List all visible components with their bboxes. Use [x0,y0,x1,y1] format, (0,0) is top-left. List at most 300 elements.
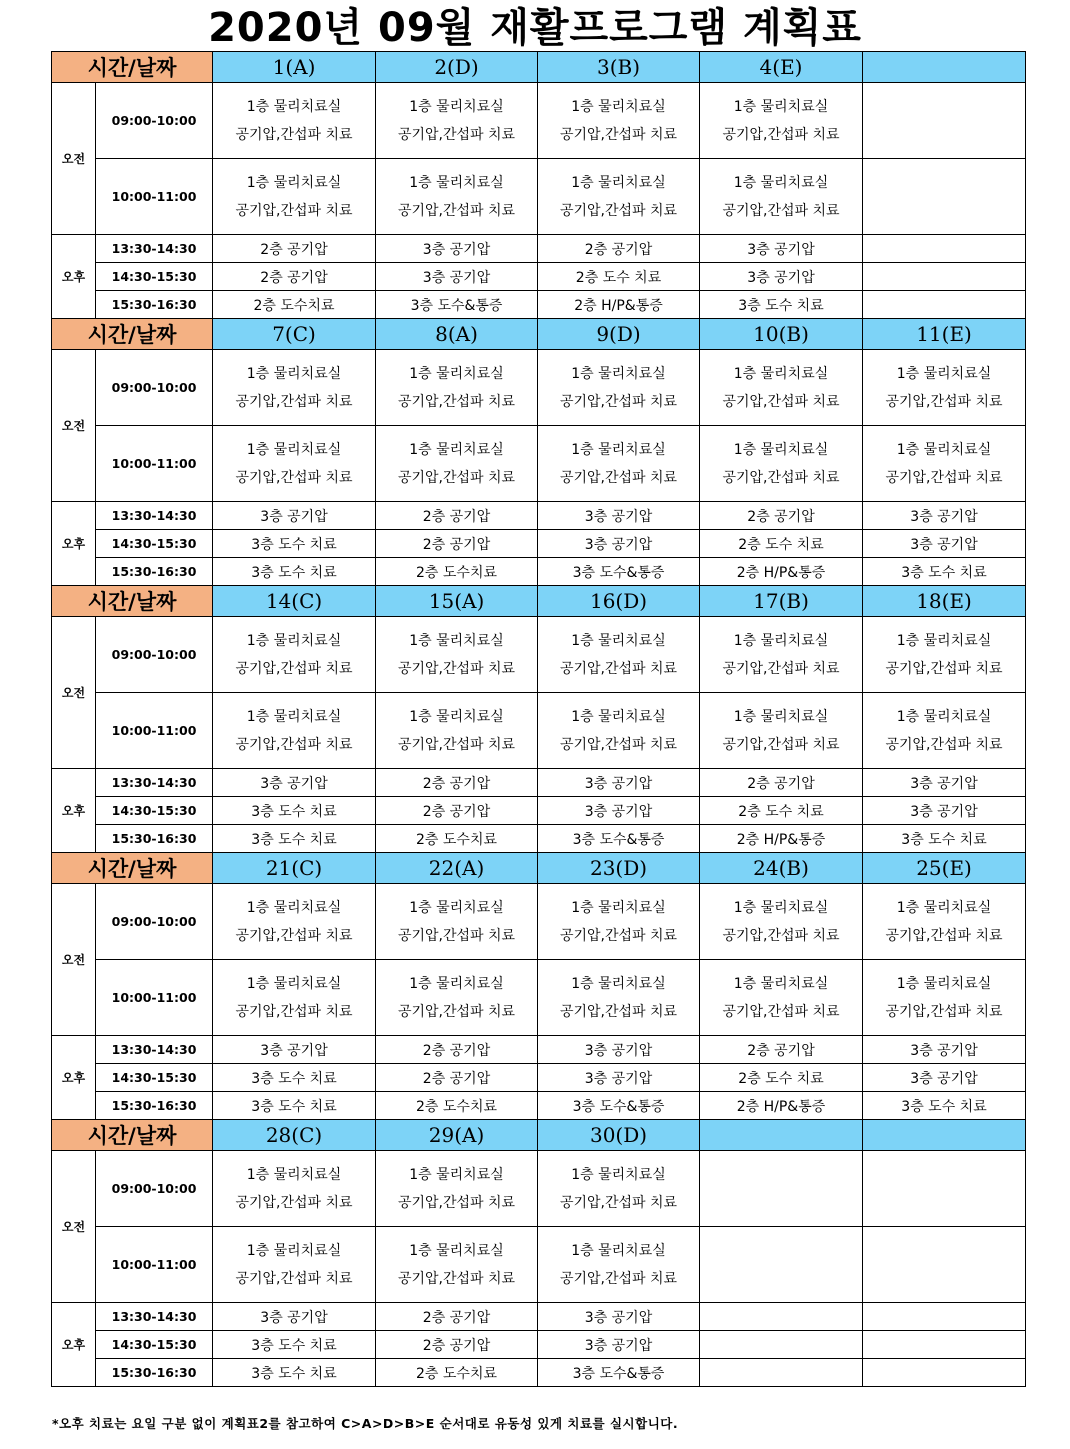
am-row [52,1151,1026,1227]
pm-program-cell: 3층 공기압 [700,235,863,263]
program-location: 1층 물리치료실 [896,708,992,725]
program-treatment: 공기압,간섭파 치료 [722,660,840,677]
am-program-cell [376,617,538,693]
pm-program-cell: 3층 도수 치료 [213,530,376,558]
pm-program-cell: 3층 도수&통증 [538,825,700,853]
time-slot: 15:30-16:30 [96,291,213,319]
week-header-row [52,586,1026,617]
program-treatment: 공기압,간섭파 치료 [722,736,840,753]
program-location: 1층 물리치료실 [896,975,992,992]
am-period-label: 오전 [52,83,96,235]
date-header: 3(B) [538,52,700,83]
time-slot: 10:00-11:00 [96,426,213,502]
pm-program-cell: 3층 공기압 [538,769,700,797]
program-treatment: 공기압,간섭파 치료 [235,1270,353,1287]
program-treatment: 공기압,간섭파 치료 [397,927,516,944]
pm-program-cell: 3층 도수 치료 [213,1331,376,1359]
pm-program-cell: 3층 공기압 [538,502,700,530]
time-slot: 09:00-10:00 [96,617,213,693]
program-location: 1층 물리치료실 [571,441,666,458]
pm-program-cell: 3층 공기압 [700,263,863,291]
program-treatment: 공기압,간섭파 치료 [722,393,840,410]
pm-program-cell: 2층 공기압 [700,769,863,797]
pm-period-label: 오후 [52,1303,96,1387]
am-program-cell [700,884,863,960]
pm-row [52,502,1026,530]
program-treatment: 공기압,간섭파 치료 [397,1003,516,1020]
am-program-cell [538,884,700,960]
pm-row [52,263,1026,291]
am-program-cell [863,617,1026,693]
am-program-cell [213,960,376,1036]
pm-program-cell: 3층 공기압 [538,530,700,558]
pm-program-cell: 3층 공기압 [538,1303,700,1331]
pm-program-cell: 3층 공기압 [213,502,376,530]
time-slot: 09:00-10:00 [96,83,213,159]
am-program-cell [376,426,538,502]
program-treatment: 공기압,간섭파 치료 [559,469,678,486]
pm-program-cell: 2층 도수치료 [376,1359,538,1387]
program-treatment: 공기압,간섭파 치료 [559,736,678,753]
am-program-cell [863,83,1026,159]
pm-program-cell [700,1331,863,1359]
am-program-cell [213,1151,376,1227]
pm-program-cell: 3층 도수 치료 [863,825,1026,853]
am-program-cell [863,1151,1026,1227]
program-treatment: 공기압,간섭파 치료 [397,736,516,753]
date-header: 22(A) [376,853,538,884]
am-program-cell [700,693,863,769]
am-row [52,960,1026,1036]
program-location: 1층 물리치료실 [571,1242,666,1259]
program-location: 1층 물리치료실 [409,899,504,916]
pm-program-cell: 3층 공기압 [863,769,1026,797]
am-program-cell [863,884,1026,960]
pm-program-cell: 3층 도수&통증 [538,1359,700,1387]
am-row [52,884,1026,960]
am-program-cell [538,426,700,502]
program-treatment: 공기압,간섭파 치료 [885,927,1003,944]
am-program-cell [538,693,700,769]
program-treatment: 공기압,간섭파 치료 [885,393,1003,410]
date-header [863,1120,1026,1151]
program-treatment: 공기압,간섭파 치료 [885,469,1003,486]
am-program-cell [700,617,863,693]
am-program-cell [863,159,1026,235]
time-slot: 15:30-16:30 [96,825,213,853]
pm-program-cell [863,1331,1026,1359]
am-period-label: 오전 [52,350,96,502]
pm-period-label: 오후 [52,235,96,319]
time-slot: 15:30-16:30 [96,1359,213,1387]
program-treatment: 공기압,간섭파 치료 [559,202,678,219]
program-location: 1층 물리치료실 [571,708,666,725]
pm-row [52,1359,1026,1387]
am-program-cell [538,960,700,1036]
program-treatment: 공기압,간섭파 치료 [235,126,353,143]
program-location: 1층 물리치료실 [733,174,829,191]
pm-program-cell: 3층 도수 치료 [700,291,863,319]
am-program-cell [700,1151,863,1227]
am-program-cell [700,159,863,235]
program-treatment: 공기압,간섭파 치료 [885,736,1003,753]
pm-program-cell: 3층 공기압 [863,530,1026,558]
program-location: 1층 물리치료실 [409,1166,504,1183]
program-location: 1층 물리치료실 [571,98,666,115]
pm-period-label: 오후 [52,502,96,586]
program-treatment: 공기압,간섭파 치료 [722,126,840,143]
am-program-cell [213,1227,376,1303]
pm-program-cell: 3층 도수 치료 [213,1064,376,1092]
pm-program-cell: 2층 H/P&통증 [700,1092,863,1120]
program-treatment: 공기압,간섭파 치료 [559,927,678,944]
am-program-cell [700,350,863,426]
pm-program-cell: 3층 공기압 [376,263,538,291]
program-location: 1층 물리치료실 [896,365,992,382]
am-row [52,83,1026,159]
pm-program-cell: 3층 도수 치료 [863,1092,1026,1120]
am-row [52,426,1026,502]
pm-row [52,235,1026,263]
program-treatment: 공기압,간섭파 치료 [397,126,516,143]
date-header: 2(D) [376,52,538,83]
time-slot: 14:30-15:30 [96,1331,213,1359]
am-program-cell [213,426,376,502]
time-slot: 10:00-11:00 [96,960,213,1036]
program-treatment: 공기압,간섭파 치료 [722,927,840,944]
program-treatment: 공기압,간섭파 치료 [722,202,840,219]
pm-program-cell [863,1303,1026,1331]
pm-program-cell [700,1303,863,1331]
program-location: 1층 물리치료실 [246,98,342,115]
am-program-cell [213,350,376,426]
am-program-cell [376,159,538,235]
program-location: 1층 물리치료실 [246,1242,342,1259]
program-treatment: 공기압,간섭파 치료 [235,1003,353,1020]
am-program-cell [538,617,700,693]
pm-program-cell: 3층 공기압 [213,1303,376,1331]
pm-program-cell: 2층 공기압 [376,502,538,530]
time-date-header: 시간/날짜 [52,52,213,83]
time-slot: 15:30-16:30 [96,1092,213,1120]
program-location: 1층 물리치료실 [896,899,992,916]
program-location: 1층 물리치료실 [246,975,342,992]
pm-program-cell: 2층 공기압 [376,1064,538,1092]
pm-program-cell: 3층 공기압 [538,1064,700,1092]
time-slot: 13:30-14:30 [96,769,213,797]
footnote: *오후 치료는 요일 구분 없이 계획표2를 참고하여 C>A>D>B>E 순서대로 유동성 있게 치료를 실시합니다. [52,1416,679,1431]
time-date-header: 시간/날짜 [52,319,213,350]
pm-row [52,1092,1026,1120]
program-treatment: 공기압,간섭파 치료 [235,660,353,677]
time-slot: 14:30-15:30 [96,530,213,558]
pm-program-cell: 2층 도수 치료 [700,797,863,825]
pm-program-cell: 2층 도수치료 [376,558,538,586]
pm-program-cell: 2층 공기압 [376,1036,538,1064]
program-location: 1층 물리치료실 [571,365,666,382]
program-treatment: 공기압,간섭파 치료 [235,736,353,753]
program-treatment: 공기압,간섭파 치료 [722,1003,840,1020]
am-row [52,1227,1026,1303]
am-program-cell [538,350,700,426]
pm-program-cell: 3층 공기압 [213,1036,376,1064]
am-program-cell [700,83,863,159]
am-row [52,350,1026,426]
am-row [52,617,1026,693]
program-location: 1층 물리치료실 [246,174,342,191]
week-header-row [52,319,1026,350]
program-treatment: 공기압,간섭파 치료 [235,1194,353,1211]
program-location: 1층 물리치료실 [733,441,829,458]
pm-row [52,825,1026,853]
date-header [700,1120,863,1151]
week-header-row [52,1120,1026,1151]
am-program-cell [538,159,700,235]
date-header: 18(E) [863,586,1026,617]
program-location: 1층 물리치료실 [409,98,504,115]
pm-program-cell: 2층 공기압 [376,769,538,797]
pm-program-cell: 3층 도수 치료 [213,1359,376,1387]
pm-program-cell: 2층 공기압 [376,1303,538,1331]
am-program-cell [700,426,863,502]
date-header: 8(A) [376,319,538,350]
pm-program-cell: 2층 도수치료 [376,1092,538,1120]
am-program-cell [376,884,538,960]
date-header: 16(D) [538,586,700,617]
program-location: 1층 물리치료실 [733,365,829,382]
pm-row [52,558,1026,586]
pm-program-cell: 2층 공기압 [700,1036,863,1064]
program-treatment: 공기압,간섭파 치료 [559,660,678,677]
pm-program-cell: 3층 공기압 [538,1036,700,1064]
date-header: 7(C) [213,319,376,350]
program-location: 1층 물리치료실 [571,1166,666,1183]
am-row [52,159,1026,235]
pm-program-cell: 2층 도수치료 [213,291,376,319]
pm-program-cell: 3층 공기압 [863,1036,1026,1064]
pm-program-cell [863,1359,1026,1387]
time-slot: 14:30-15:30 [96,1064,213,1092]
am-program-cell [376,83,538,159]
pm-program-cell: 3층 공기압 [376,235,538,263]
time-slot: 13:30-14:30 [96,235,213,263]
program-location: 1층 물리치료실 [571,632,666,649]
pm-program-cell: 3층 도수 치료 [863,558,1026,586]
program-location: 1층 물리치료실 [896,441,992,458]
program-location: 1층 물리치료실 [409,441,504,458]
program-location: 1층 물리치료실 [733,975,829,992]
date-header [863,52,1026,83]
pm-period-label: 오후 [52,769,96,853]
time-slot: 09:00-10:00 [96,884,213,960]
time-slot: 10:00-11:00 [96,1227,213,1303]
pm-program-cell [863,291,1026,319]
am-program-cell [700,1227,863,1303]
program-location: 1층 물리치료실 [896,632,992,649]
pm-program-cell: 2층 H/P&통증 [700,825,863,853]
pm-program-cell: 2층 H/P&통증 [538,291,700,319]
am-program-cell [376,960,538,1036]
program-treatment: 공기압,간섭파 치료 [722,469,840,486]
pm-program-cell [863,235,1026,263]
program-location: 1층 물리치료실 [409,174,504,191]
pm-program-cell: 3층 공기압 [863,502,1026,530]
program-treatment: 공기압,간섭파 치료 [397,660,516,677]
time-date-header: 시간/날짜 [52,586,213,617]
am-program-cell [863,1227,1026,1303]
program-location: 1층 물리치료실 [733,708,829,725]
program-treatment: 공기압,간섭파 치료 [397,469,516,486]
pm-row [52,797,1026,825]
pm-program-cell: 3층 도수 치료 [213,797,376,825]
pm-program-cell: 3층 도수 치료 [213,558,376,586]
time-date-header: 시간/날짜 [52,853,213,884]
pm-program-cell: 3층 도수 치료 [213,1092,376,1120]
program-treatment: 공기압,간섭파 치료 [235,927,353,944]
program-location: 1층 물리치료실 [246,632,342,649]
date-header: 29(A) [376,1120,538,1151]
program-location: 1층 물리치료실 [571,975,666,992]
week-header-row [52,52,1026,83]
program-treatment: 공기압,간섭파 치료 [235,202,353,219]
am-program-cell [213,617,376,693]
pm-row [52,1064,1026,1092]
program-treatment: 공기압,간섭파 치료 [397,1270,516,1287]
program-location: 1층 물리치료실 [246,441,342,458]
pm-period-label: 오후 [52,1036,96,1120]
pm-program-cell: 2층 공기압 [538,235,700,263]
pm-program-cell [700,1359,863,1387]
am-program-cell [376,693,538,769]
program-treatment: 공기압,간섭파 치료 [559,393,678,410]
am-program-cell [376,350,538,426]
schedule-table [51,51,1026,1387]
program-treatment: 공기압,간섭파 치료 [559,126,678,143]
pm-row [52,1036,1026,1064]
am-program-cell [213,884,376,960]
pm-row [52,291,1026,319]
program-treatment: 공기압,간섭파 치료 [559,1003,678,1020]
date-header: 30(D) [538,1120,700,1151]
date-header: 4(E) [700,52,863,83]
program-location: 1층 물리치료실 [409,365,504,382]
am-program-cell [538,1151,700,1227]
date-header: 25(E) [863,853,1026,884]
pm-program-cell: 2층 도수치료 [376,825,538,853]
date-header: 14(C) [213,586,376,617]
week-header-row [52,853,1026,884]
program-location: 1층 물리치료실 [733,98,829,115]
pm-program-cell: 2층 도수 치료 [538,263,700,291]
time-slot: 09:00-10:00 [96,1151,213,1227]
program-location: 1층 물리치료실 [409,708,504,725]
pm-program-cell: 3층 공기압 [213,769,376,797]
program-location: 1층 물리치료실 [733,899,829,916]
pm-program-cell: 3층 도수&통증 [376,291,538,319]
time-slot: 13:30-14:30 [96,502,213,530]
pm-program-cell: 2층 도수 치료 [700,1064,863,1092]
program-treatment: 공기압,간섭파 치료 [235,393,353,410]
date-header: 15(A) [376,586,538,617]
date-header: 21(C) [213,853,376,884]
pm-program-cell: 2층 공기압 [213,263,376,291]
pm-program-cell: 2층 공기압 [213,235,376,263]
date-header: 23(D) [538,853,700,884]
pm-program-cell: 2층 공기압 [376,797,538,825]
am-program-cell [538,83,700,159]
time-slot: 15:30-16:30 [96,558,213,586]
time-slot: 13:30-14:30 [96,1303,213,1331]
program-location: 1층 물리치료실 [409,975,504,992]
am-program-cell [863,693,1026,769]
program-location: 1층 물리치료실 [246,708,342,725]
am-period-label: 오전 [52,1151,96,1303]
pm-program-cell: 3층 공기압 [863,1064,1026,1092]
pm-program-cell: 3층 도수&통증 [538,1092,700,1120]
pm-program-cell: 2층 공기압 [376,530,538,558]
am-program-cell [213,693,376,769]
pm-program-cell: 3층 공기압 [538,797,700,825]
am-period-label: 오전 [52,884,96,1036]
pm-program-cell: 2층 H/P&통증 [700,558,863,586]
program-treatment: 공기압,간섭파 치료 [235,469,353,486]
pm-row [52,1303,1026,1331]
pm-row [52,1331,1026,1359]
program-location: 1층 물리치료실 [733,632,829,649]
program-treatment: 공기압,간섭파 치료 [397,393,516,410]
pm-program-cell: 3층 도수&통증 [538,558,700,586]
pm-program-cell: 3층 공기압 [863,797,1026,825]
time-slot: 10:00-11:00 [96,693,213,769]
date-header: 11(E) [863,319,1026,350]
pm-program-cell: 2층 공기압 [700,502,863,530]
page-title: 2020년 09월 재활프로그램 계획표 [208,5,862,51]
program-treatment: 공기압,간섭파 치료 [885,1003,1003,1020]
am-period-label: 오전 [52,617,96,769]
pm-program-cell: 3층 도수 치료 [213,825,376,853]
time-slot: 09:00-10:00 [96,350,213,426]
pm-program-cell: 3층 공기압 [538,1331,700,1359]
am-program-cell [376,1227,538,1303]
am-program-cell [863,350,1026,426]
pm-program-cell [863,263,1026,291]
am-row [52,693,1026,769]
program-treatment: 공기압,간섭파 치료 [559,1194,678,1211]
time-slot: 13:30-14:30 [96,1036,213,1064]
am-program-cell [213,159,376,235]
time-slot: 14:30-15:30 [96,263,213,291]
am-program-cell [376,1151,538,1227]
pm-row [52,530,1026,558]
program-location: 1층 물리치료실 [246,1166,342,1183]
am-program-cell [700,960,863,1036]
date-header: 24(B) [700,853,863,884]
am-program-cell [863,960,1026,1036]
program-treatment: 공기압,간섭파 치료 [397,202,516,219]
date-header: 1(A) [213,52,376,83]
pm-row [52,769,1026,797]
time-slot: 10:00-11:00 [96,159,213,235]
date-header: 9(D) [538,319,700,350]
am-program-cell [863,426,1026,502]
time-date-header: 시간/날짜 [52,1120,213,1151]
program-location: 1층 물리치료실 [571,899,666,916]
date-header: 17(B) [700,586,863,617]
program-location: 1층 물리치료실 [409,632,504,649]
program-treatment: 공기압,간섭파 치료 [559,1270,678,1287]
program-treatment: 공기압,간섭파 치료 [397,1194,516,1211]
pm-program-cell: 2층 도수 치료 [700,530,863,558]
